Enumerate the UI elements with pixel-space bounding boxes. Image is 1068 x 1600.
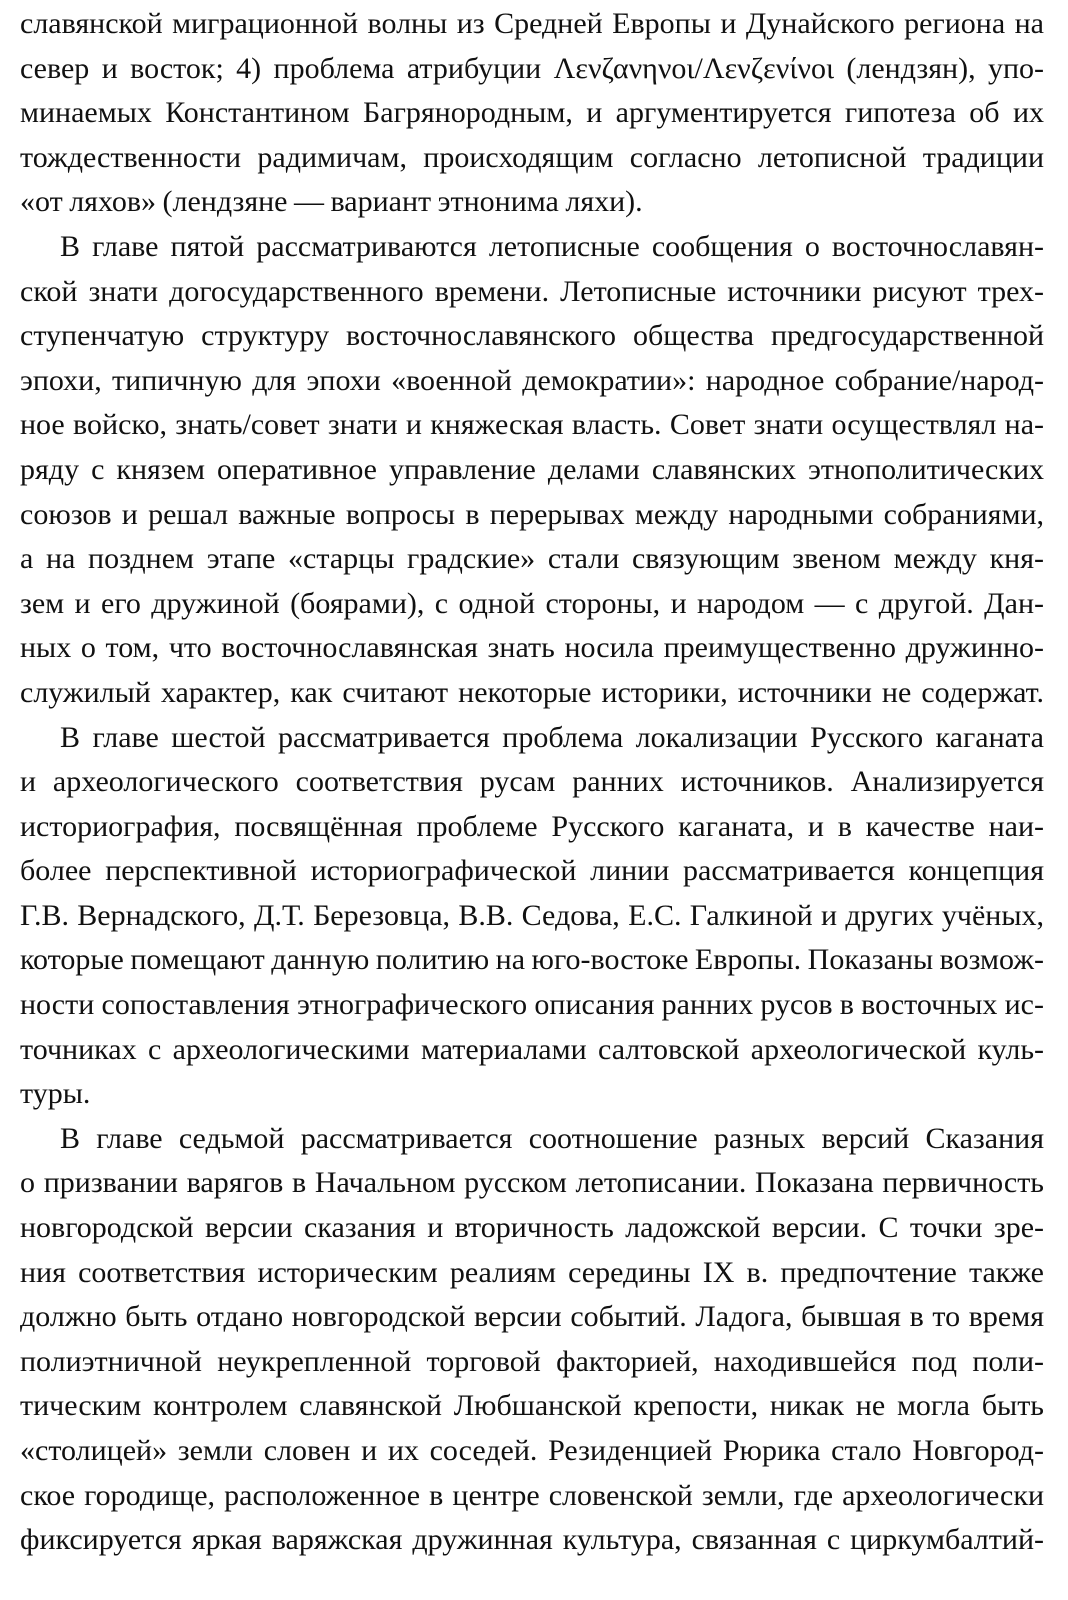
text-line: о призвании варягов в Начальном русском летописании. Показана первичность xyxy=(20,1166,1044,1200)
text-line: служилый характер, как считают некоторые историки, источники не содержат. xyxy=(20,675,1044,709)
text-line: В главе пятой рассматриваются летописные сообщения о восточнославян- xyxy=(60,229,1044,263)
text-line: а на позднем этапе «старцы градские» стали связующим звеном между кня- xyxy=(20,542,1044,576)
text-line: ской знати догосударственного времени. Летописные источники рисуют трех- xyxy=(20,274,1044,308)
text-line: ния соответствия историческим реалиям середины IX в. предпочтение также xyxy=(20,1255,1044,1289)
text-line: В главе шестой рассматривается проблема локализации Русского каганата xyxy=(60,720,1044,754)
text-line: туры. xyxy=(20,1077,91,1111)
text-line: должно быть отдано новгородской версии событий. Ладога, бывшая в то время xyxy=(20,1300,1044,1334)
text-line: более перспективной историографической линии рассматривается концепция xyxy=(20,854,1044,888)
text-line: точниках с археологическими материалами салтовской археологической куль- xyxy=(20,1032,1044,1066)
text-line: «столицей» земли словен и их соседей. Резиденцией Рюрика стало Новгород- xyxy=(20,1434,1044,1467)
text-line: тождественности радимичам, происходящим согласно летописной традиции xyxy=(20,140,1044,174)
text-line: север и восток; 4) проблема атрибуции Λενζανηνοι/Λενζενίνοι (лендзян), упо- xyxy=(20,51,1044,85)
text-line: ности сопоставления этнографического описания ранних русов в восточных ис- xyxy=(20,988,1044,1022)
text-line: эпохи, типичную для эпохи «военной демократии»: народное собрание/народ- xyxy=(20,363,1044,397)
text-line: Г.В. Вернадского, Д.Т. Березовца, В.В. Седова, Е.С. Галкиной и других учёных, xyxy=(20,898,1044,932)
text-line: ское городище, расположенное в центре словенской земли, где археологически xyxy=(20,1478,1044,1512)
text-line: ряду с князем оперативное управление делами славянских этнополитических xyxy=(20,452,1044,486)
text-line: зем и его дружиной (боярами), с одной стороны, и народом — с другой. Дан- xyxy=(20,586,1044,620)
text-line: тическим контролем славянской Любшанской крепости, никак не могла быть xyxy=(20,1389,1044,1423)
text-line: «от ляхов» (лендзяне — вариант этнонима ляхи). xyxy=(20,185,643,219)
text-line: полиэтничной неукрепленной торговой факторией, находившейся под поли- xyxy=(20,1344,1044,1378)
text-line: которые помещают данную политию на юго-востоке Европы. Показаны возмож- xyxy=(20,943,1044,977)
text-line: фиксируется яркая варяжская дружинная культура, связанная с циркумбалтий- xyxy=(20,1523,1044,1557)
text-line: союзов и решал важные вопросы в перерывах между народными собраниями, xyxy=(20,497,1044,531)
text-line: новгородской версии сказания и вторичность ладожской версии. С точки зре- xyxy=(20,1211,1044,1245)
text-line: минаемых Константином Багрянородным, и аргументируется гипотеза об их xyxy=(20,96,1044,130)
text-line: ное войско, знать/совет знати и княжеская власть. Совет знати осуществлял на- xyxy=(20,408,1044,442)
text-line: историография, посвящённая проблеме Русского каганата, и в качестве наи- xyxy=(20,809,1044,843)
text-line: В главе седьмой рассматривается соотношение разных версий Сказания xyxy=(60,1121,1044,1155)
text-line: ных о том, что восточнославянская знать носила преимущественно дружинно- xyxy=(20,631,1044,665)
text-line: и археологического соответствия русам ранних источников. Анализируется xyxy=(20,765,1044,799)
text-line: славянской миграционной волны из Средней Европы и Дунайского региона на xyxy=(20,7,1044,40)
text-line: ступенчатую структуру восточнославянского общества предгосударственной xyxy=(20,319,1044,353)
